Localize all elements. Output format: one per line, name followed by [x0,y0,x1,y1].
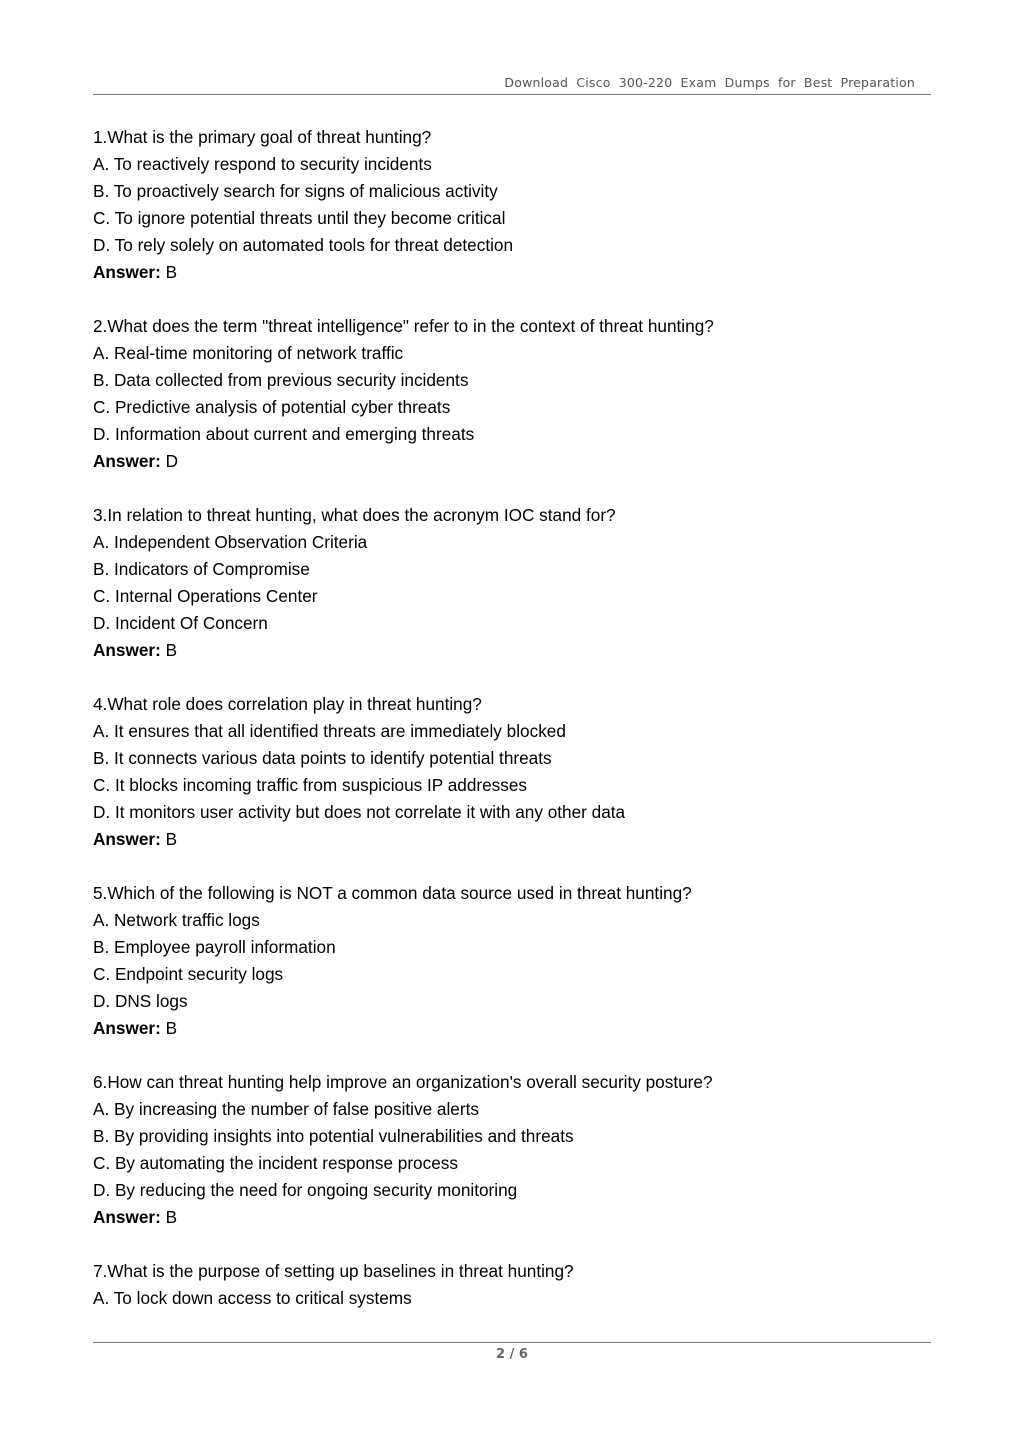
question-block [93,313,931,475]
answer-line [93,637,931,664]
question-block [93,880,931,1042]
answer-option: A. Network traffic logs [93,910,260,930]
answer-option: D. To rely solely on automated tools for threat detection [93,235,514,255]
answer-label: Answer: [93,829,161,849]
question-block [93,1069,931,1231]
answer-option: A. Independent Observation Criteria [93,532,368,552]
answer-option: A. To lock down access to critical systems [93,1288,412,1308]
answer-option: B. Indicators of Compromise [93,559,310,579]
answer-value: B [165,262,178,282]
question-text: 7.What is the purpose of setting up baselines in threat hunting? [93,1261,574,1281]
question-text: 6.How can threat hunting help improve an organization's overall security posture? [93,1072,713,1092]
answer-option: B. Data collected from previous security incidents [93,370,469,390]
question-text: 4.What role does correlation play in threat hunting? [93,694,482,714]
answer-option: C. To ignore potential threats until they become critical [93,208,506,228]
answer-option: A. It ensures that all identified threats are immediately blocked [93,721,566,741]
question-text: 3.In relation to threat hunting, what does the acronym IOC stand for? [93,505,616,525]
answer-value: B [165,1018,178,1038]
question-text: 2.What does the term "threat intelligence" refer to in the context of threat hunting? [93,316,714,336]
answer-option: D. Incident Of Concern [93,613,268,633]
answer-label: Answer: [93,640,161,660]
header-text: Download Cisco 300-220 Exam Dumps for Best Preparation [504,75,915,90]
answer-option: D. By reducing the need for ongoing security monitoring [93,1180,518,1200]
answer-option: C. Internal Operations Center [93,586,318,606]
question-text: 1.What is the primary goal of threat hunting? [93,127,432,147]
page-footer [93,1342,931,1362]
answer-line [93,259,931,286]
answer-option: B. It connects various data points to identify potential threats [93,748,552,768]
answer-line [93,1015,931,1042]
answer-option: A. By increasing the number of false positive alerts [93,1099,479,1119]
answer-value: D [165,451,179,471]
answer-option: B. To proactively search for signs of malicious activity [93,181,498,201]
answer-option: D. DNS logs [93,991,188,1011]
answer-option: C. By automating the incident response process [93,1153,458,1173]
question-block [93,1258,931,1312]
answer-option: C. It blocks incoming traffic from suspicious IP addresses [93,775,528,795]
page-number: 2 / 6 [496,1347,528,1362]
answer-option: D. Information about current and emerging threats [93,424,475,444]
question-block [93,124,931,286]
answer-option: B. Employee payroll information [93,937,336,957]
page-header [93,72,931,95]
question-list [93,124,931,1339]
answer-option: C. Endpoint security logs [93,964,284,984]
answer-value: B [165,640,178,660]
answer-label: Answer: [93,451,161,471]
question-block [93,502,931,664]
answer-line [93,826,931,853]
answer-option: B. By providing insights into potential vulnerabilities and threats [93,1126,574,1146]
answer-option: C. Predictive analysis of potential cyber threats [93,397,451,417]
answer-line [93,1204,931,1231]
answer-label: Answer: [93,262,161,282]
answer-line [93,448,931,475]
answer-option: A. To reactively respond to security incidents [93,154,432,174]
answer-option: A. Real-time monitoring of network traffic [93,343,404,363]
answer-value: B [165,829,178,849]
question-block [93,691,931,853]
answer-label: Answer: [93,1207,161,1227]
answer-label: Answer: [93,1018,161,1038]
answer-option: D. It monitors user activity but does not correlate it with any other data [93,802,626,822]
question-text: 5.Which of the following is NOT a common data source used in threat hunting? [93,883,692,903]
answer-value: B [165,1207,178,1227]
